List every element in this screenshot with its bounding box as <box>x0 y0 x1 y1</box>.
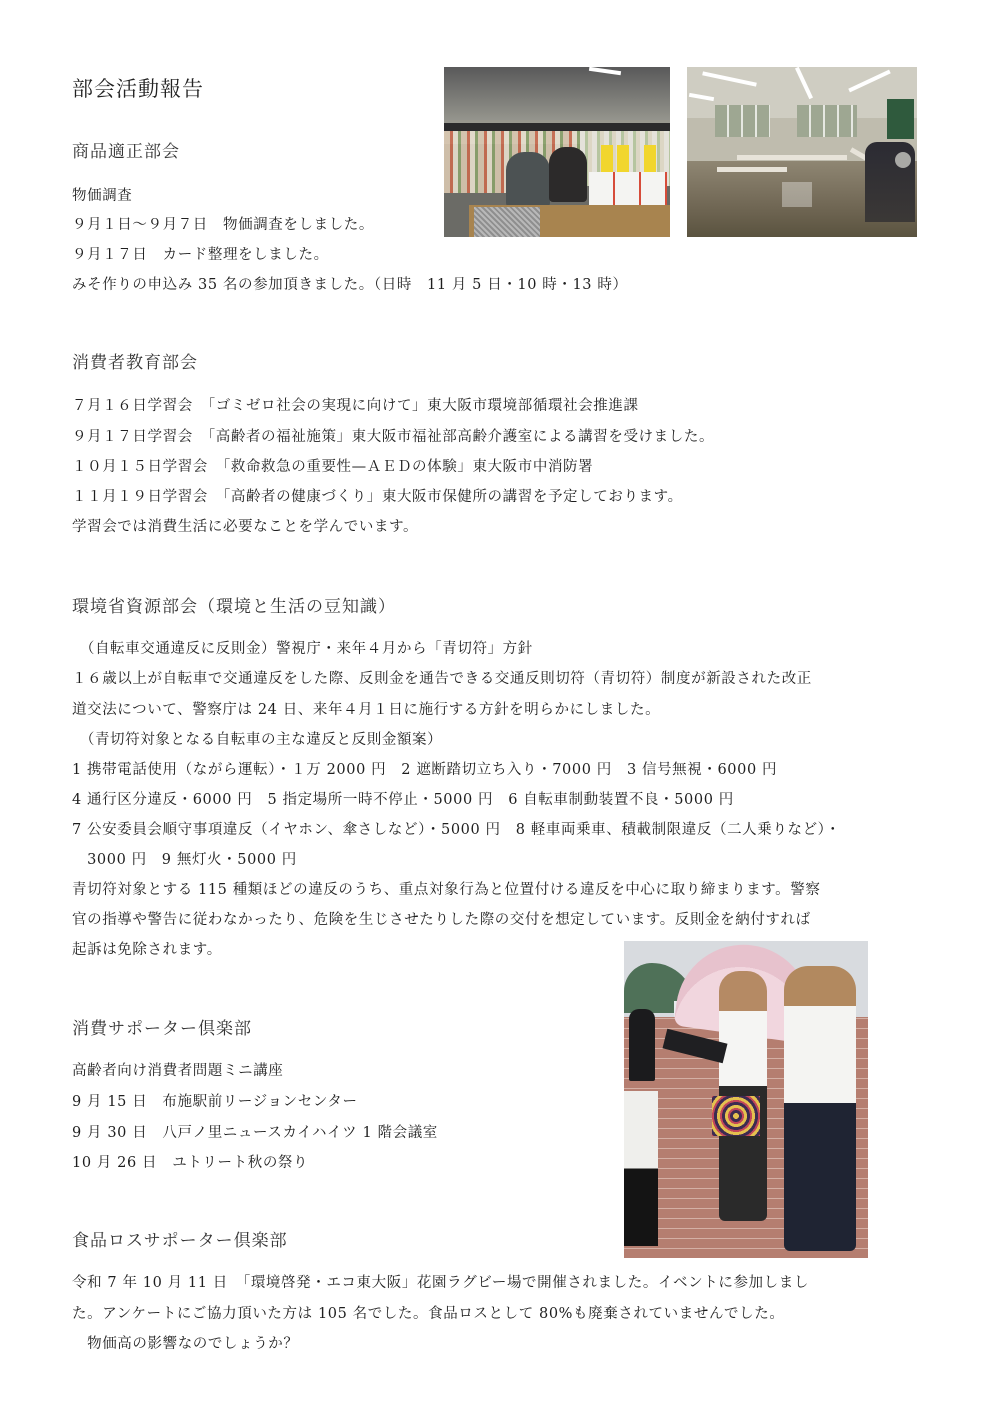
text-line: ９月１日〜９月７日 物価調査をしました。 <box>72 217 374 233</box>
text-line: 3000 円 9 無灯火・5000 円 <box>72 852 297 868</box>
text-line: 9 月 30 日 八戸ノ里ニュースカイハイツ 1 階会議室 <box>72 1125 438 1141</box>
text-line: 令和 7 年 10 月 11 日 「環境啓発・エコ東大阪」花園ラグビー場で開催されました。イベントに参加しまし <box>72 1275 809 1291</box>
section-heading-kyoiku: 消費者教育部会 <box>72 353 198 373</box>
text-line: 物価調査 <box>72 188 133 204</box>
page-title: 部会活動報告 <box>72 77 204 101</box>
text-line: ９月１７日 カード整理をしました。 <box>72 247 329 263</box>
text-line: （自転車交通違反に反則金）警視庁・来年４月から「青切符」方針 <box>72 641 533 657</box>
section-heading-kankyo: 環境省資源部会（環境と生活の豆知識） <box>72 597 396 617</box>
text-line: 物価高の影響なのでしょうか？ <box>72 1336 299 1352</box>
text-line: １１月１９日学習会 「高齢者の健康づくり」東大阪市保健所の講習を予定しております。 <box>72 489 683 505</box>
text-line: ７月１６日学習会 「ゴミゼロ社会の実現に向けて」東大阪市環境部循環社会推進課 <box>72 398 639 414</box>
section-heading-shohin: 商品適正部会 <box>72 142 180 162</box>
section-heading-supporter: 消費サポーター倶楽部 <box>72 1019 252 1039</box>
text-line: 9 月 15 日 布施駅前リージョンセンター <box>72 1094 358 1110</box>
text-line: ９月１７日学習会 「高齢者の福祉施策」東大阪市福祉部高齢介護室による講習を受けました。 <box>72 429 715 445</box>
section-heading-foodloss: 食品ロスサポーター倶楽部 <box>72 1231 288 1251</box>
text-line: 青切符対象とする 115 種類ほどの違反のうち、重点対象行為と位置付ける違反を中心に取り締まります。警察 <box>72 882 821 898</box>
text-line: １６歳以上が自転車で交通違反をした際、反則金を通告できる交通反則切符（青切符）制度が新設された改正 <box>72 671 812 687</box>
text-line: 学習会では消費生活に必要なことを学んでいます。 <box>72 519 419 535</box>
text-line: 起訴は免除されます。 <box>72 942 222 958</box>
meeting-room-photo <box>687 67 917 237</box>
text-line: た。アンケートにご協力頂いた方は 105 名でした。食品ロスとして 80%も廃棄されていませんでした。 <box>72 1306 785 1322</box>
text-line: １０月１５日学習会 「救命救急の重要性—ＡＥＤの体験」東大阪市中消防署 <box>72 459 594 475</box>
text-line: 道交法について、警察庁は 24 日、来年４月１日に施行する方針を明らかにしました。 <box>72 702 661 718</box>
text-line: 10 月 26 日 ユトリート秋の祭り <box>72 1155 309 1171</box>
event-photo <box>624 941 868 1258</box>
text-line: 官の指導や警告に従わなかったり、危険を生じさせたりした際の交付を想定しています。反則金を納付すれば <box>72 912 811 928</box>
supermarket-photo <box>444 67 670 237</box>
text-line: 1 携帯電話使用（ながら運転）・１万 2000 円 2 遮断踏切立ち入り・7000 円 3 信号無視・6000 円 <box>72 762 778 778</box>
text-line: 高齢者向け消費者問題ミニ講座 <box>72 1063 284 1079</box>
text-line: （青切符対象となる自転車の主な違反と反則金額案） <box>72 732 443 748</box>
text-line: みそ作りの申込み 35 名の参加頂きました。（日時 11 月 5 日・10 時・13 時） <box>72 277 628 293</box>
text-line: 7 公安委員会順守事項違反（イヤホン、傘さしなど）・5000 円 8 軽車両乗車、積載制限違反（二人乗りなど）・ <box>72 822 841 838</box>
text-line: 4 通行区分違反・6000 円 5 指定場所一時不停止・5000 円 6 自転車制動装置不良・5000 円 <box>72 792 734 808</box>
